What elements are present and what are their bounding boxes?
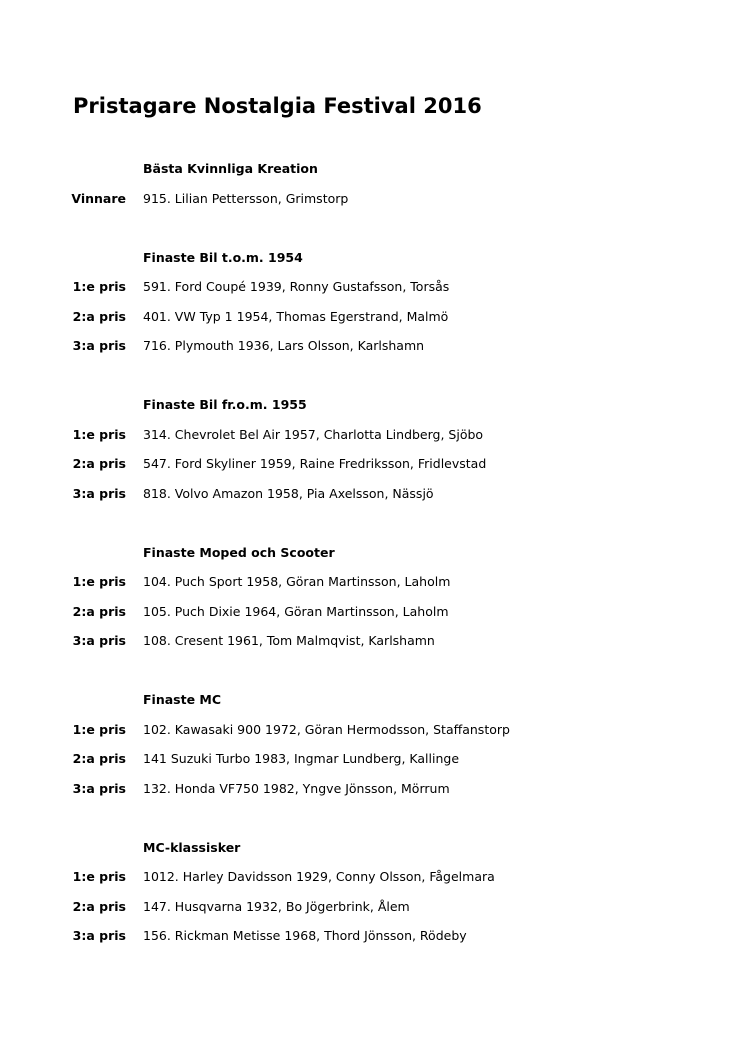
prize-rank: 2:a pris — [72, 604, 126, 619]
prize-rank: 2:a pris — [72, 309, 126, 324]
prize-rank: 3:a pris — [72, 338, 126, 353]
section-heading-label: Finaste Bil t.o.m. 1954 — [143, 250, 303, 265]
prize-winner: 591. Ford Coupé 1939, Ronny Gustafsson, Torsås — [143, 279, 450, 294]
section-heading — [0, 691, 746, 709]
section-heading-label: MC-klassisker — [143, 840, 241, 855]
prize-entry — [0, 780, 746, 798]
prize-winner: 915. Lilian Pettersson, Grimstorp — [143, 191, 349, 206]
prize-rank: 3:a pris — [72, 781, 126, 796]
prize-rank: 3:a pris — [72, 928, 126, 943]
prize-winner: 104. Puch Sport 1958, Göran Martinsson, Laholm — [143, 574, 451, 589]
prize-winner: 1012. Harley Davidsson 1929, Conny Olsson, Fågelmara — [143, 869, 495, 884]
prize-rank: 3:a pris — [72, 486, 126, 501]
section-heading — [0, 249, 746, 267]
prize-entry — [0, 603, 746, 621]
prize-rank: 3:a pris — [72, 633, 126, 648]
section-heading — [0, 544, 746, 562]
prize-winner: 108. Cresent 1961, Tom Malmqvist, Karlshamn — [143, 633, 435, 648]
prize-entry — [0, 632, 746, 650]
section-heading-label: Finaste MC — [143, 692, 222, 707]
prize-winner: 818. Volvo Amazon 1958, Pia Axelsson, Nässjö — [143, 486, 434, 501]
prize-entry — [0, 337, 746, 355]
prize-entry — [0, 455, 746, 473]
prize-winner: 401. VW Typ 1 1954, Thomas Egerstrand, Malmö — [143, 309, 449, 324]
section-heading — [0, 160, 746, 178]
prize-rank: 1:e pris — [72, 574, 126, 589]
section-heading-label: Bästa Kvinnliga Kreation — [143, 161, 318, 176]
prize-entry — [0, 308, 746, 326]
prize-rank: 1:e pris — [72, 869, 126, 884]
prize-rank: 1:e pris — [72, 722, 126, 737]
prize-entry — [0, 573, 746, 591]
section-heading — [0, 396, 746, 414]
prize-entry — [0, 190, 746, 208]
prize-entry — [0, 898, 746, 916]
prize-winner: 314. Chevrolet Bel Air 1957, Charlotta Lindberg, Sjöbo — [143, 427, 484, 442]
prize-winner: 141 Suzuki Turbo 1983, Ingmar Lundberg, Kallinge — [143, 751, 460, 766]
prize-rank: Vinnare — [71, 191, 126, 206]
prize-entry — [0, 721, 746, 739]
prize-rank: 2:a pris — [72, 899, 126, 914]
page-title: Pristagare Nostalgia Festival 2016 — [73, 94, 482, 118]
prize-entry — [0, 750, 746, 768]
prize-winner: 547. Ford Skyliner 1959, Raine Fredriksson, Fridlevstad — [143, 456, 487, 471]
prize-entry — [0, 927, 746, 945]
section-heading — [0, 839, 746, 857]
prize-winner: 102. Kawasaki 900 1972, Göran Hermodsson, Staffanstorp — [143, 722, 510, 737]
prize-rank: 1:e pris — [72, 427, 126, 442]
prize-winner: 132. Honda VF750 1982, Yngve Jönsson, Mörrum — [143, 781, 450, 796]
prize-entry — [0, 485, 746, 503]
prize-rank: 2:a pris — [72, 751, 126, 766]
prize-winner: 716. Plymouth 1936, Lars Olsson, Karlshamn — [143, 338, 425, 353]
prize-entry — [0, 868, 746, 886]
prize-winner: 147. Husqvarna 1932, Bo Jögerbrink, Ålem — [143, 899, 410, 914]
prize-winner: 156. Rickman Metisse 1968, Thord Jönsson, Rödeby — [143, 928, 467, 943]
prize-rank: 1:e pris — [72, 279, 126, 294]
section-heading-label: Finaste Moped och Scooter — [143, 545, 335, 560]
prize-entry — [0, 278, 746, 296]
prize-winner: 105. Puch Dixie 1964, Göran Martinsson, Laholm — [143, 604, 449, 619]
prize-rank: 2:a pris — [72, 456, 126, 471]
prize-entry — [0, 426, 746, 444]
section-heading-label: Finaste Bil fr.o.m. 1955 — [143, 397, 307, 412]
